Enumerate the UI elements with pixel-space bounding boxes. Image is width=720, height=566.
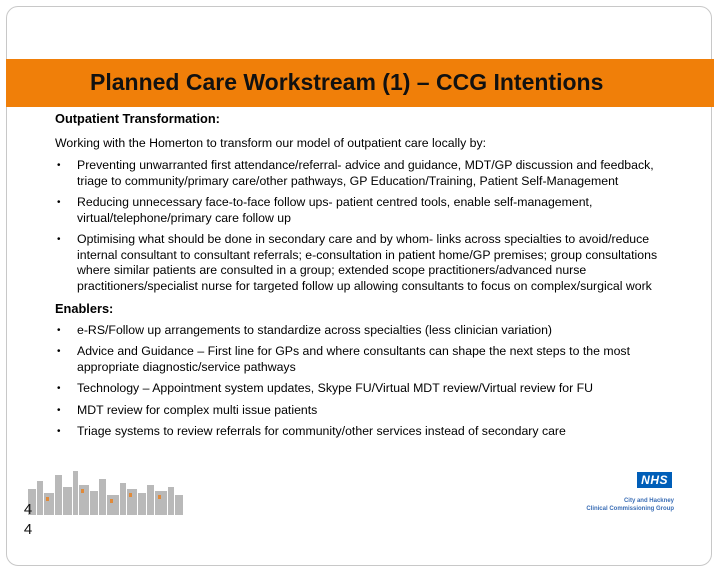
bullet-icon: • — [57, 404, 61, 416]
bullet-icon: • — [57, 383, 61, 394]
logo-line-2: Clinical Commissioning Group — [586, 506, 674, 512]
list-item: • Preventing unwarranted first attendance/referral- advice and guidance, MDT/GP discussion and feedback, triage to community/primary care/other pathways, GP Education/Training, Patient Self-Management — [57, 158, 654, 188]
bullet-icon: • — [57, 324, 61, 336]
enablers-heading: Enablers: — [55, 301, 114, 316]
city-skyline-icon — [28, 467, 183, 515]
slide-title: Planned Care Workstream (1) – CCG Intentions — [90, 69, 604, 95]
list-item: • Technology – Appointment system updates, Skype FU/Virtual MDT review/Virtual review for FU — [57, 381, 594, 395]
list-item: • e-RS/Follow up arrangements to standardize across specialties (less clinician variation) — [57, 322, 553, 337]
list-item: • Optimising what should be done in secondary care and by whom- links across specialties to avoid/reduce internal consultant to consultant referrals; e-consultation in patient home/GP premises; group consultations where similar patients are consulted in a group; extended scope practitioners/advanced nurse practitioners/specialist nurse for targeted follow up allowing consultants to focus on complex/surgical work — [57, 232, 658, 293]
nhs-logo — [576, 470, 676, 518]
nhs-badge: NHS — [637, 472, 672, 488]
outpatient-heading: Outpatient Transformation: — [55, 111, 220, 126]
page-number: 4 4 — [23, 501, 33, 538]
outpatient-list — [55, 158, 665, 294]
bullet-icon: • — [57, 234, 61, 245]
bullet-icon: • — [57, 346, 61, 357]
enablers-list — [55, 323, 665, 440]
logo-line-1: City and Hackney — [623, 498, 674, 504]
bullet-icon: • — [57, 197, 61, 208]
list-item: • Reducing unnecessary face-to-face follow ups- patient centred tools, enable self-management, virtual/telephone/primary care follow up — [57, 195, 593, 225]
list-item: • Triage systems to review referrals for community/other services instead of secondary care — [57, 424, 566, 438]
bullet-icon: • — [57, 160, 61, 171]
list-item: • Advice and Guidance – First line for GPs and where consultants can shape the next steps to the most appropriate diagnostic/service pathways — [57, 344, 630, 374]
slide-content — [55, 111, 665, 440]
list-item: • MDT review for complex multi issue patients — [57, 402, 318, 417]
bullet-icon: • — [57, 426, 61, 437]
outpatient-intro: Working with the Homerton to transform our model of outpatient care locally by: — [55, 135, 487, 150]
